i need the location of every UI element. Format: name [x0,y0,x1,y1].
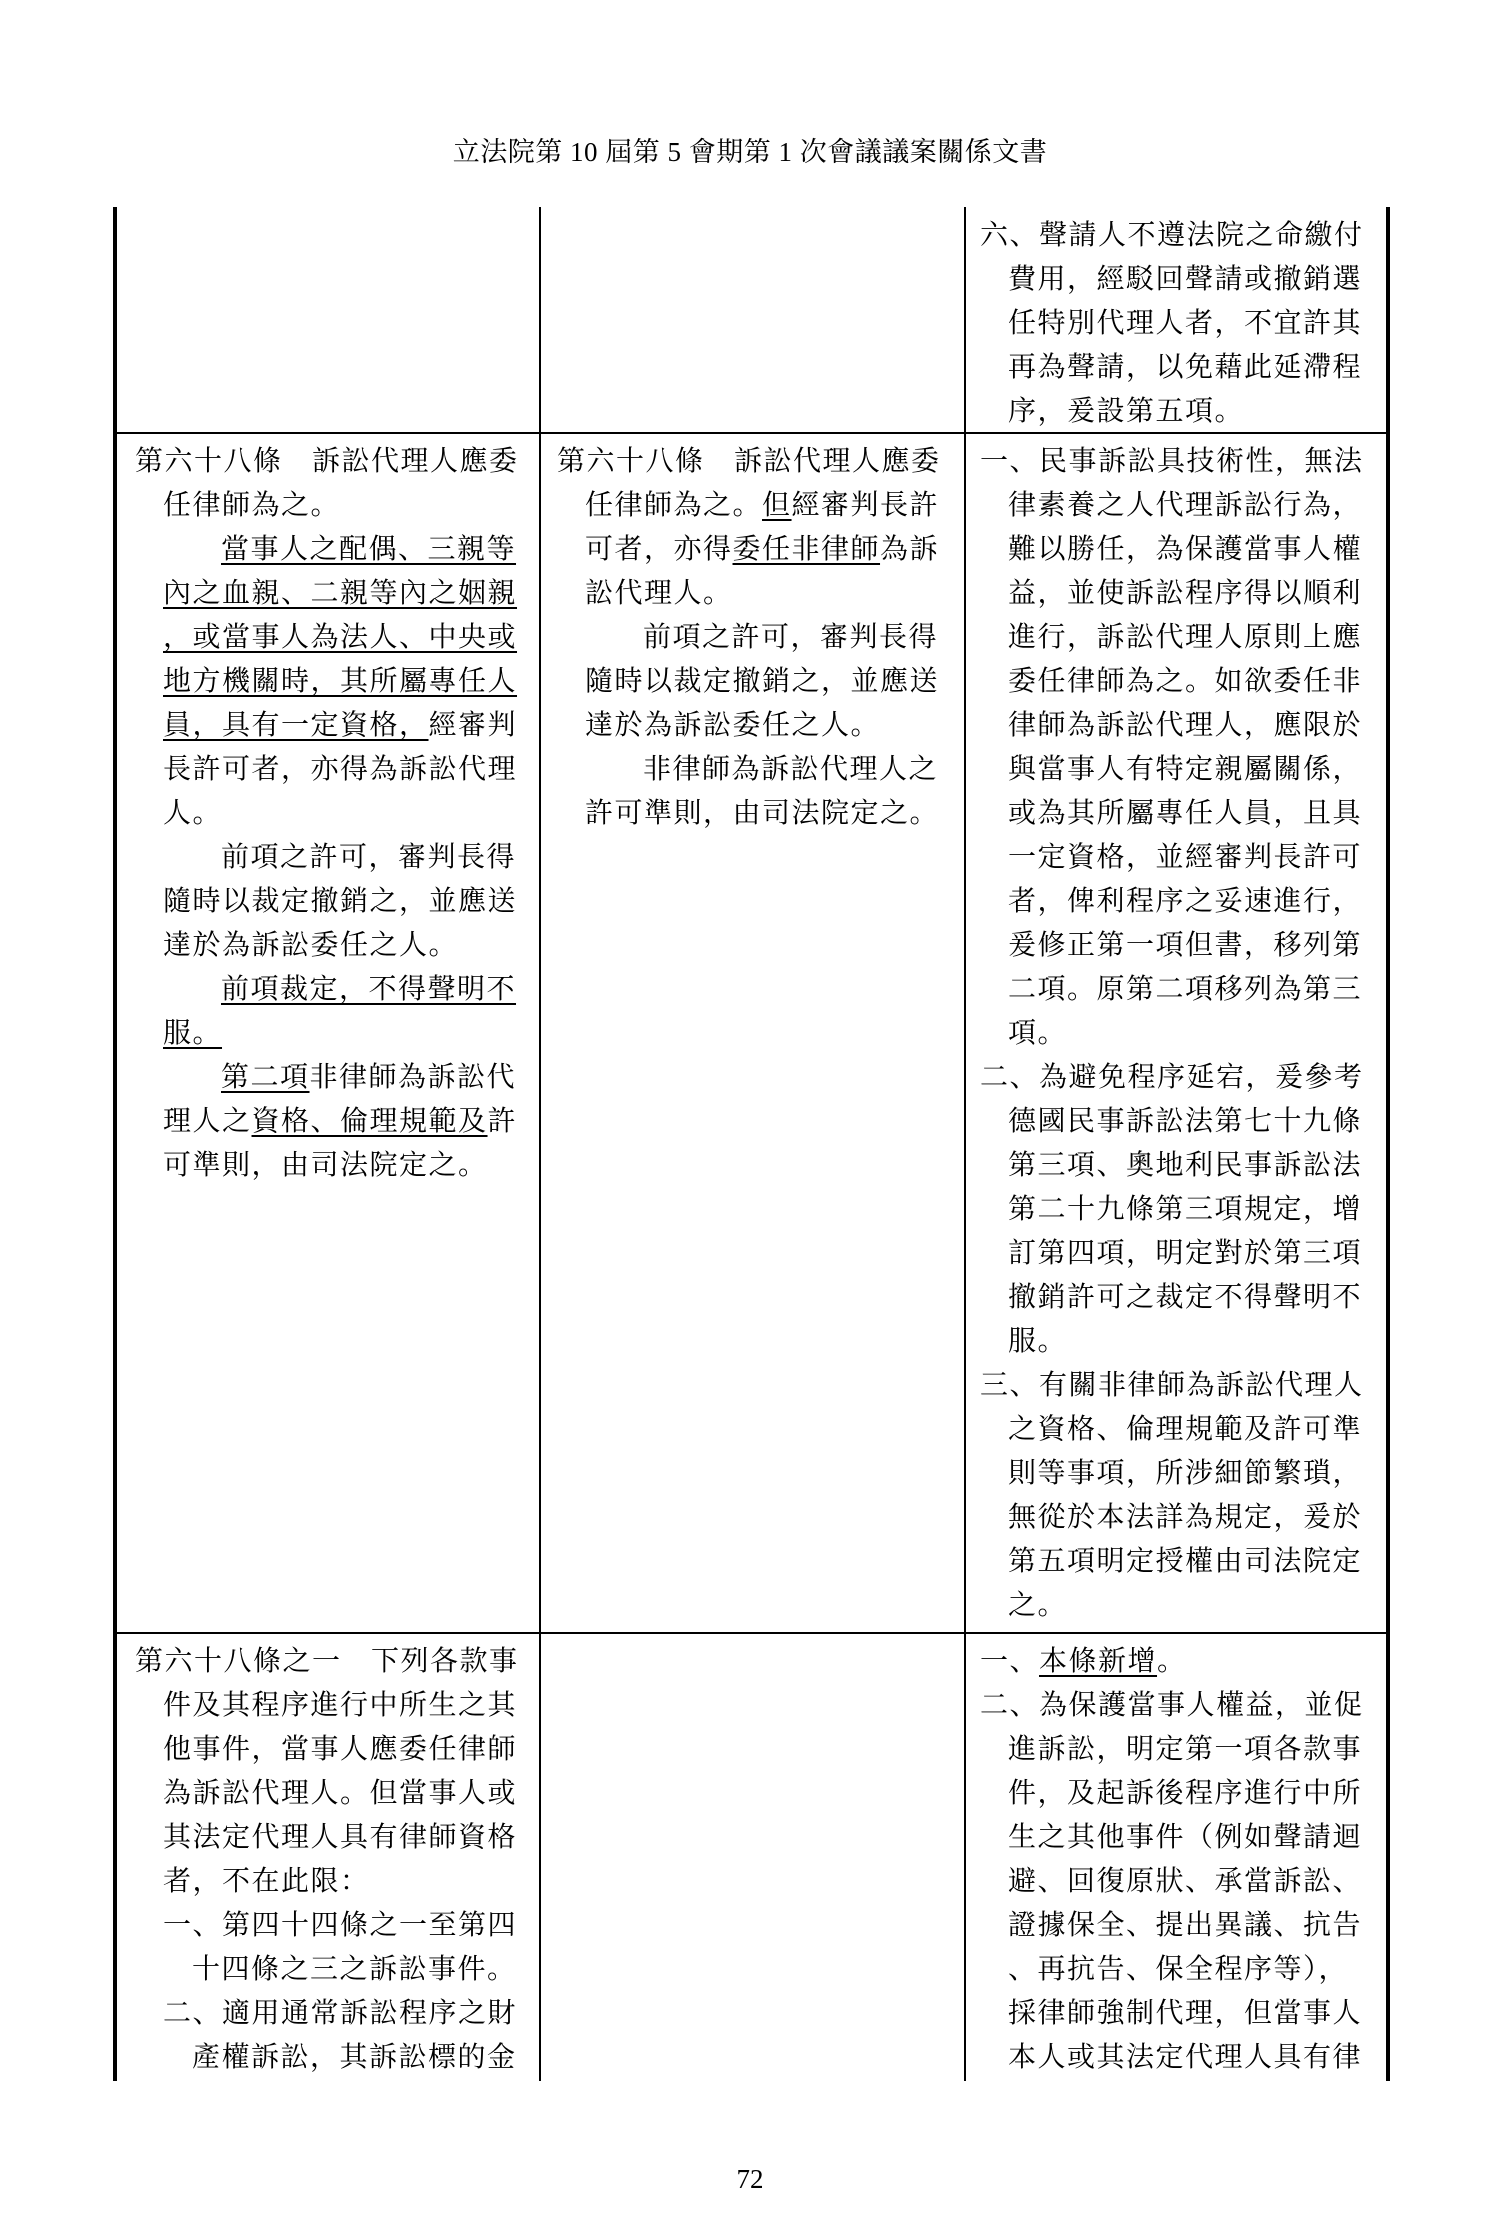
text-line [980,792,1364,836]
text-segment: 產權訴訟，其訴訟標的金 [192,2042,517,2073]
text-line [135,440,519,484]
text-segment: 爰修正第一項但書，移列第 [1008,930,1363,961]
text-segment: 為訴 [880,534,940,565]
text-line [135,1948,519,1992]
text-line [980,1188,1364,1232]
text-segment: 三、有關非律師為訴訟代理人 [980,1370,1364,1401]
text-line [980,1816,1364,1860]
text-line [980,1364,1364,1408]
text-segment: 第六十八條之一 下列各款事 [135,1646,519,1677]
text-line [557,572,941,616]
text-segment: 經審判 [428,710,518,741]
text-line [980,1144,1364,1188]
text-segment: 二、為避免程序延宕，爰參考 [980,1062,1364,1093]
text-segment: 律素養之人代理訴訟行為， [1008,490,1363,521]
text-segment: 項。 [1008,1018,1068,1049]
text-segment: 益，並使訴訟程序得以順利 [1008,578,1363,609]
table-right-border [1386,207,1390,2081]
underlined-amendment-text: 內之血親、二親等內之姻親 [163,578,518,609]
text-line [135,1684,519,1728]
text-line [980,440,1364,484]
text-segment: 委任律師為之。如欲委任非 [1008,666,1363,697]
text-segment: 。 [1157,1646,1187,1677]
text-segment: 第三項、奧地利民事訴訟法 [1008,1150,1363,1181]
text-line [980,1772,1364,1816]
text-segment: 二、為保護當事人權益，並促 [980,1690,1364,1721]
text-segment: 為訴訟代理人。但當事人或 [163,1778,518,1809]
text-segment: 或為其所屬專任人員，且具 [1008,798,1363,829]
text-line [980,528,1364,572]
text-segment: 一、民事訴訟具技術性，無法 [980,446,1364,477]
text-line [980,1584,1364,1628]
text-segment: 撤銷許可之裁定不得聲明不 [1008,1282,1363,1313]
text-line [135,1144,519,1188]
text-line [135,2036,519,2080]
column-divider [539,207,541,2081]
text-segment: 可者，亦得 [585,534,733,565]
text-segment: 許可準則，由司法院定之。 [585,798,940,829]
underlined-amendment-text: 但 [762,490,792,521]
underlined-amendment-text: 員，具有一定資格， [163,710,429,741]
table-left-border [113,207,117,2081]
text-line [980,258,1364,302]
text-segment: 人。 [163,798,223,829]
underlined-amendment-text: 當事人之配偶、三親等 [221,534,517,565]
text-line [135,1640,519,1684]
text-line [980,1496,1364,1540]
text-line [135,1100,519,1144]
text-line [980,2036,1364,2080]
text-segment: 服。 [1008,1326,1068,1357]
text-line [135,528,519,572]
text-line [980,1320,1364,1364]
text-segment: 進訴訟，明定第一項各款事 [1008,1734,1363,1765]
text-line [135,1992,519,2036]
text-line [135,616,519,660]
text-line [135,1904,519,1948]
text-segment: 任律師為之。 [585,490,763,521]
underlined-amendment-text: 本條新增 [1039,1646,1158,1677]
text-line [135,924,519,968]
text-segment: 達於為訴訟委任之人。 [163,930,459,961]
text-line [557,616,941,660]
text-line [980,1056,1364,1100]
text-segment: 訟代理人。 [585,578,733,609]
text-line [980,1012,1364,1056]
current-text-column-cell [557,433,941,836]
amended-text-column-cell [135,433,519,1188]
text-segment: 之資格、倫理規範及許可準 [1008,1414,1363,1445]
text-segment: 可準則，由司法院定之。 [163,1150,488,1181]
text-line [135,1860,519,1904]
text-line [135,792,519,836]
explanation-column-cell [980,207,1364,434]
text-segment: 一、 [980,1646,1040,1677]
underlined-amendment-text: 地方機關時，其所屬專任人 [163,666,518,697]
text-segment: 採律師強制代理，但當事人 [1008,1998,1363,2029]
text-segment: 前項之許可，審判長得 [643,622,939,653]
text-line [135,1728,519,1772]
text-line [135,572,519,616]
text-segment: 二項。原第二項移列為第三 [1008,974,1363,1005]
text-line [135,484,519,528]
text-line [980,968,1364,1012]
text-line [135,748,519,792]
text-line [980,748,1364,792]
text-segment: 許 [487,1106,518,1137]
text-segment: 前項之許可，審判長得 [221,842,517,873]
text-segment: 經審判長許 [791,490,940,521]
text-line [135,968,519,1012]
text-segment: 二、適用通常訴訟程序之財 [163,1998,518,2029]
text-segment: 第六十八條 訴訟代理人應委 [135,446,519,477]
text-line [557,792,941,836]
text-segment: 律師為訴訟代理人，應限於 [1008,710,1363,741]
underlined-amendment-text: 服。 [163,1018,223,1049]
text-line [980,1992,1364,2036]
text-segment: 非律師為訴訟代理人之 [643,754,939,785]
text-segment: 任律師為之。 [163,490,341,521]
text-segment: 隨時以裁定撤銷之，並應送 [585,666,940,697]
text-line [135,1012,519,1056]
text-line [135,1772,519,1816]
text-segment: 避、回復原狀、承當訴訟、 [1008,1866,1363,1897]
text-segment: 長許可者，亦得為訴訟代理 [163,754,518,785]
text-line [980,1408,1364,1452]
underlined-amendment-text: 前項裁定，不得聲明不 [221,974,517,1005]
text-segment: 費用，經駁回聲請或撤銷選 [1008,264,1363,295]
text-segment: 隨時以裁定撤銷之，並應送 [163,886,518,917]
text-segment: 德國民事訴訟法第七十九條 [1008,1106,1363,1137]
text-segment: 、再抗告、保全程序等）， [1008,1954,1349,1985]
text-segment: 他事件，當事人應委任律師 [163,1734,518,1765]
text-line [980,302,1364,346]
text-line [980,1640,1364,1684]
text-line [980,1100,1364,1144]
text-line [980,1452,1364,1496]
text-line [980,704,1364,748]
text-line [135,660,519,704]
text-line [557,660,941,704]
text-segment: 六、聲請人不遵法院之命繳付 [980,220,1364,251]
text-segment: 一、第四十四條之一至第四 [163,1910,518,1941]
text-line [557,528,941,572]
text-segment: 件及其程序進行中所生之其 [163,1690,518,1721]
text-segment: 第五項明定授權由司法院定 [1008,1546,1363,1577]
text-segment: 第二十九條第三項規定，增 [1008,1194,1363,1225]
text-segment: 無從於本法詳為規定，爰於 [1008,1502,1363,1533]
text-line [980,880,1364,924]
text-line [980,1860,1364,1904]
text-segment: 本人或其法定代理人具有律 [1008,2042,1363,2073]
text-segment: 與當事人有特定親屬關係， [1008,754,1363,785]
text-line [980,1684,1364,1728]
underlined-amendment-text: ，或當事人為法人、中央或 [163,622,518,653]
text-line [980,660,1364,704]
text-line [980,484,1364,528]
text-line [980,1948,1364,1992]
column-divider [964,207,966,2081]
text-segment: 任特別代理人者，不宜許其 [1008,308,1363,339]
text-line [980,1276,1364,1320]
text-segment: 者，俾利程序之妥速進行， [1008,886,1363,917]
text-line [980,346,1364,390]
text-line [135,704,519,748]
text-segment: 非律師為訴訟代 [309,1062,517,1093]
text-line [135,836,519,880]
text-segment: 則等事項，所涉細節繁瑣， [1008,1458,1363,1489]
text-line [980,924,1364,968]
text-segment: 其法定代理人具有律師資格 [163,1822,518,1853]
text-line [980,1232,1364,1276]
text-segment: 之。 [1008,1590,1068,1621]
text-segment: 序，爰設第五項。 [1008,396,1245,427]
text-segment: 難以勝任，為保護當事人權 [1008,534,1363,565]
text-segment: 第六十八條 訴訟代理人應委 [557,446,941,477]
text-segment: 達於為訴訟委任之人。 [585,710,881,741]
text-segment: 進行，訴訟代理人原則上應 [1008,622,1363,653]
underlined-amendment-text: 第二項 [221,1062,310,1093]
text-segment: 證據保全、提出異議、抗告 [1008,1910,1363,1941]
text-segment: 生之其他事件（例如聲請迴 [1008,1822,1363,1853]
amended-text-column-cell [135,1633,519,2080]
text-line [980,1904,1364,1948]
document-header-title: 立法院第 10 屆第 5 會期第 1 次會議議案關係文書 [452,137,1048,167]
text-line [557,748,941,792]
explanation-column-cell [980,1633,1364,2080]
text-line [135,1056,519,1100]
underlined-amendment-text: 委任非律師 [732,534,881,565]
text-line [980,1728,1364,1772]
text-segment: 理人之 [163,1106,252,1137]
text-segment: 再為聲請，以免藉此延滯程 [1008,352,1363,383]
text-line [980,616,1364,660]
text-segment: 十四條之三之訴訟事件。 [192,1954,517,1985]
text-segment: 件，及起訴後程序進行中所 [1008,1778,1363,1809]
text-line [557,704,941,748]
text-line [980,214,1364,258]
explanation-column-cell [980,433,1364,1628]
text-line [135,880,519,924]
text-line [557,484,941,528]
text-segment: 者，不在此限： [163,1866,370,1897]
text-line [135,1816,519,1860]
text-line [980,572,1364,616]
text-line [980,836,1364,880]
underlined-amendment-text: 資格、倫理規範及 [251,1106,488,1137]
text-segment: 訂第四項，明定對於第三項 [1008,1238,1363,1269]
text-line [980,390,1364,434]
text-line [980,1540,1364,1584]
text-line [557,440,941,484]
text-segment: 一定資格，並經審判長許可 [1008,842,1363,873]
page-number: 72 [736,2164,764,2194]
